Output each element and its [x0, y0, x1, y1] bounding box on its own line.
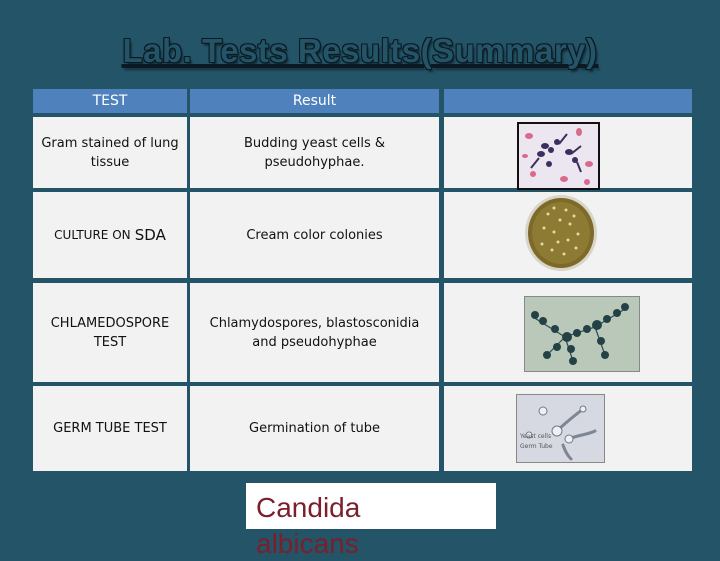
- row3-test-line2: TEST: [93, 334, 127, 350]
- gram-stain-micrograph: [517, 122, 600, 190]
- row4-test: GERM TUBE TEST: [33, 386, 187, 471]
- header-result: Result: [190, 89, 439, 113]
- row2-test-suffix: SDA: [134, 225, 166, 244]
- header-image: [444, 89, 692, 113]
- chlamydospore-micrograph: [524, 296, 640, 372]
- germ-tube-micrograph: [516, 394, 605, 463]
- row1-result-line1: Budding yeast cells &: [244, 135, 385, 151]
- row2-test-prefix: CULTURE ON: [54, 227, 131, 242]
- answer-line1: Candida: [256, 492, 361, 523]
- row3-result-line1: Chlamydospores, blastosconidia: [209, 315, 420, 331]
- sda-culture-plate: [524, 194, 598, 272]
- header-test: TEST: [33, 89, 187, 113]
- row2-test: [33, 192, 187, 278]
- slide-title: Lab. Tests Results(Summary): [122, 32, 598, 69]
- row3-result: [190, 283, 439, 382]
- row3-test-line1: CHLAMEDOSPORE: [50, 315, 170, 331]
- row1-result: [190, 117, 439, 188]
- row1-test: [33, 117, 187, 188]
- germ-tube-caption-yeast: Yeast cells: [520, 433, 552, 440]
- diagnosis-answer: [246, 483, 496, 559]
- row3-test: [33, 283, 187, 382]
- row1-test-label: Gram stained of lung tissue: [41, 135, 179, 170]
- row1-result-line2: pseudohyphae.: [264, 154, 365, 170]
- row3-result-line2: and pseudohyphae: [252, 334, 377, 350]
- answer-line2: albicans: [256, 528, 359, 559]
- germ-tube-caption-tube: Germ Tube: [520, 443, 553, 450]
- row4-result: Germination of tube: [190, 386, 439, 471]
- row2-result: Cream color colonies: [190, 192, 439, 278]
